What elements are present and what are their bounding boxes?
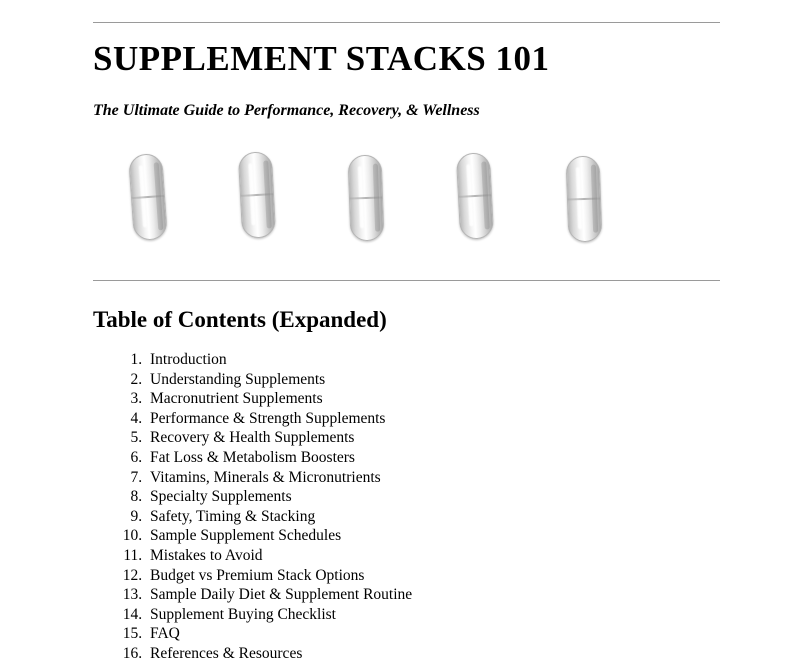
list-item: 2. Understanding Supplements [146,370,412,390]
capsule-icon [128,153,168,241]
capsule-icon [238,151,276,239]
page-subtitle: The Ultimate Guide to Performance, Recovery, & Wellness [93,102,480,119]
list-item: 4. Performance & Strength Supplements [146,409,412,429]
page-title: SUPPLEMENT STACKS 101 [93,39,550,78]
list-item: 15. FAQ [146,624,412,644]
section-divider [93,280,720,281]
list-item: 7. Vitamins, Minerals & Micronutrients [146,468,412,488]
list-item: 8. Specialty Supplements [146,487,412,507]
list-item: 16. References & Resources [146,644,412,664]
header-divider-top [93,22,720,23]
capsule-illustration-row [93,146,720,250]
toc-heading: Table of Contents (Expanded) [93,307,387,332]
list-item: 11. Mistakes to Avoid [146,546,412,566]
list-item: 12. Budget vs Premium Stack Options [146,566,412,586]
list-item: 3. Macronutrient Supplements [146,389,412,409]
list-item: 10. Sample Supplement Schedules [146,526,412,546]
list-item: 1. Introduction [146,350,412,370]
capsule-icon [566,155,603,242]
list-item: 5. Recovery & Health Supplements [146,428,412,448]
list-item: 14. Supplement Buying Checklist [146,605,412,625]
capsule-icon [348,154,385,241]
list-item: 6. Fat Loss & Metabolism Boosters [146,448,412,468]
list-item: 13. Sample Daily Diet & Supplement Routine [146,585,412,605]
capsule-icon [456,152,494,240]
toc-list [108,350,412,664]
list-item: 9. Safety, Timing & Stacking [146,507,412,527]
